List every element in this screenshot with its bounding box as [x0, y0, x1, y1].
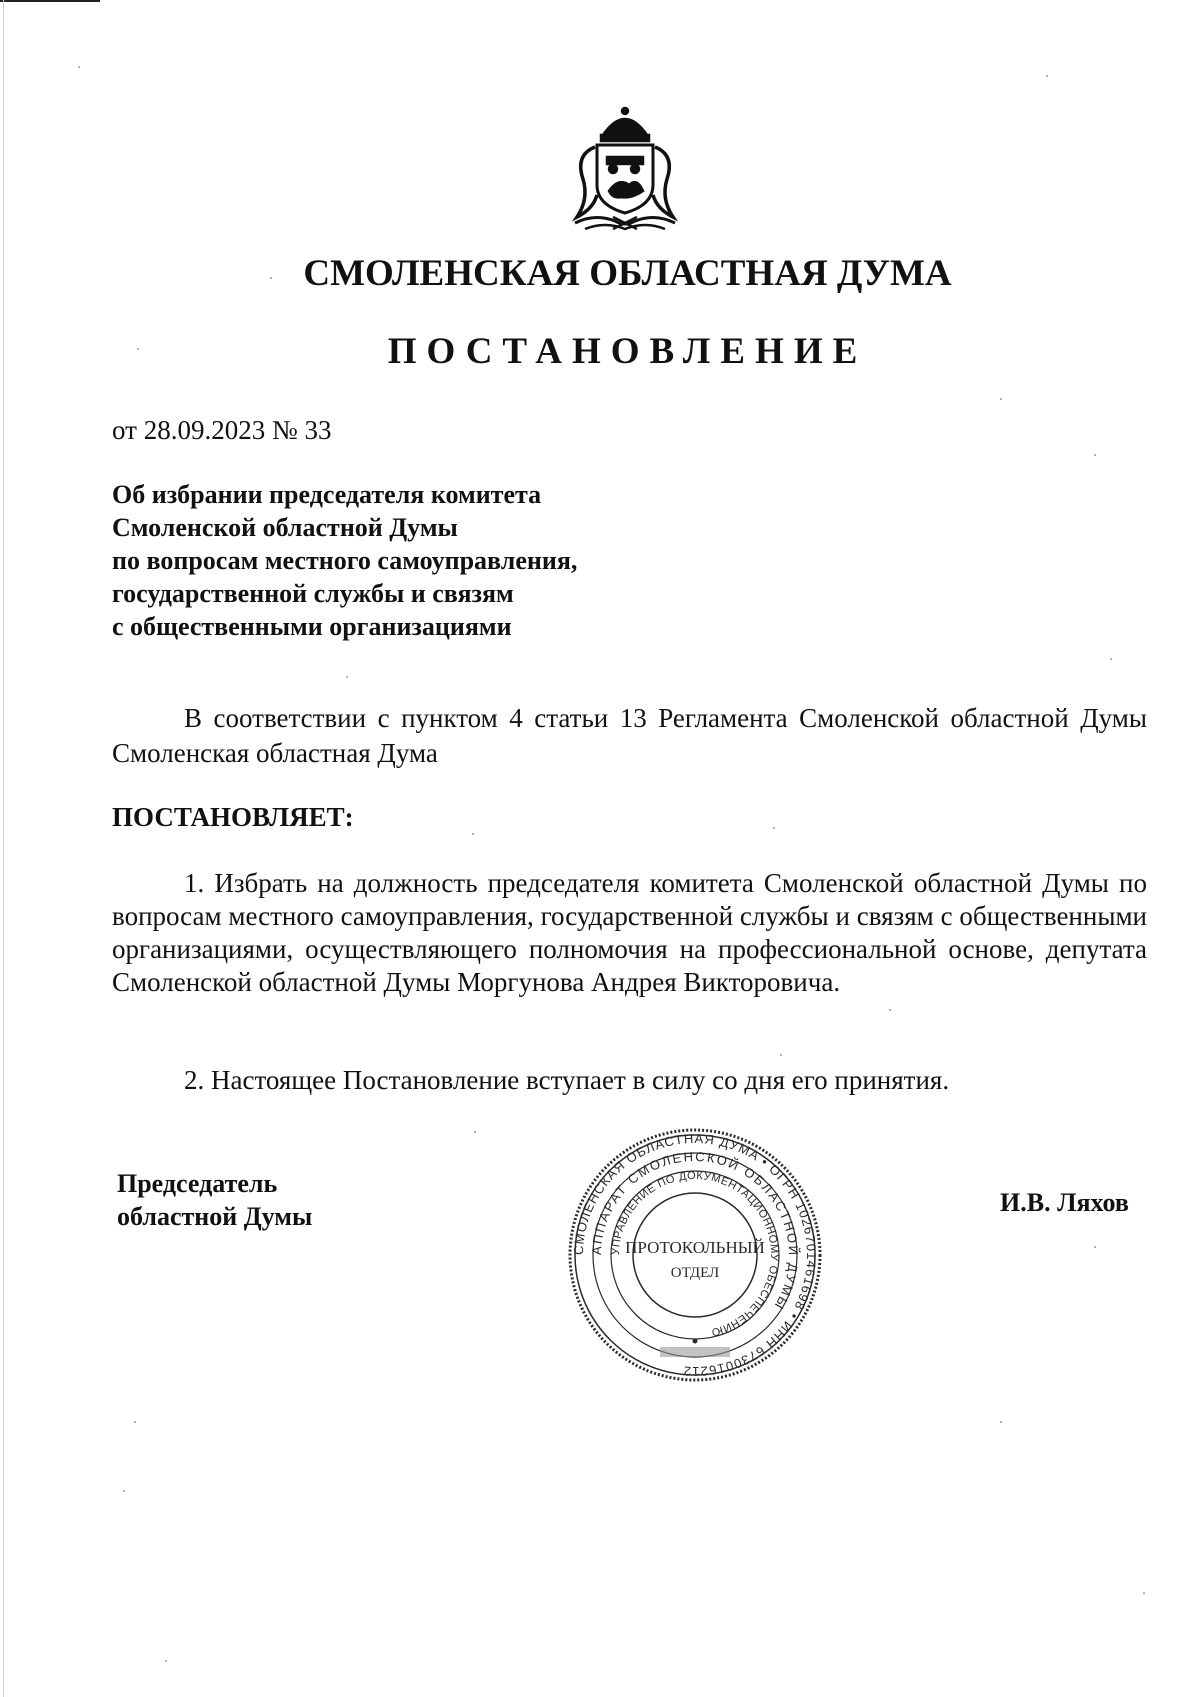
subject-line: Смоленской областной Думы: [112, 513, 458, 542]
seal-middle-ring-text: АППАРАТ СМОЛЕНСКОЙ ОБЛАСТНОЙ ДУМЫ: [588, 1148, 802, 1314]
seal-inner-ring-text: УПРАВЛЕНИЕ ПО ДОКУМЕНТАЦИОННОМУ ОБЕСПЕЧЕНИЮ: [609, 1169, 781, 1339]
coat-of-arms-emblem: [565, 105, 685, 235]
seal-outer-ring-text: СМОЛЕНСКАЯ ОБЛАСТНАЯ ДУМА • ОГРН 1026701461698 • ИНН 6730016212: [570, 1130, 820, 1380]
signer-position: [117, 1167, 312, 1233]
document-type-heading: ПОСТАНОВЛЕНИЕ: [387, 331, 868, 372]
scan-edge-top: [0, 0, 100, 2]
subject-line: государственной службы и связям: [112, 579, 514, 608]
resolves-heading: ПОСТАНОВЛЯЕТ:: [112, 802, 354, 832]
official-seal-stamp: [565, 1125, 825, 1385]
resolution-item-2: 2. Настоящее Постановление вступает в силу со дня его принятия.: [184, 1065, 950, 1095]
preamble-paragraph: В соответствии с пунктом 4 статьи 13 Регламента Смоленской областной Думы Смоленская областная Дума: [112, 703, 1147, 768]
subject-line: с общественными организациями: [112, 612, 512, 641]
subject-line: по вопросам местного самоуправления,: [112, 546, 578, 575]
signer-name: И.В. Ляхов: [1000, 1188, 1129, 1217]
signer-position-line: Председатель: [117, 1169, 278, 1198]
subject-line: Об избрании председателя комитета: [112, 480, 542, 509]
signer-position-line: областной Думы: [117, 1202, 313, 1231]
document-subject: [112, 478, 577, 643]
organization-title: СМОЛЕНСКАЯ ОБЛАСТНАЯ ДУМА: [303, 253, 952, 294]
document-date-number: от 28.09.2023 № 33: [112, 415, 332, 445]
resolution-item-1: 1. Избрать на должность председателя комитета Смоленской областной Думы по вопросам местного самоуправления, государственной службы и связям с общественными организациями, осуществляющего полномочия на профессиональной основе, депутата Смоленской областной Думы Моргунова Андрея Викторовича.: [112, 868, 1147, 997]
seal-center-line-1: ПРОТОКОЛЬНЫЙ: [625, 1238, 765, 1257]
seal-center-line-2: ОТДЕЛ: [670, 1265, 720, 1281]
